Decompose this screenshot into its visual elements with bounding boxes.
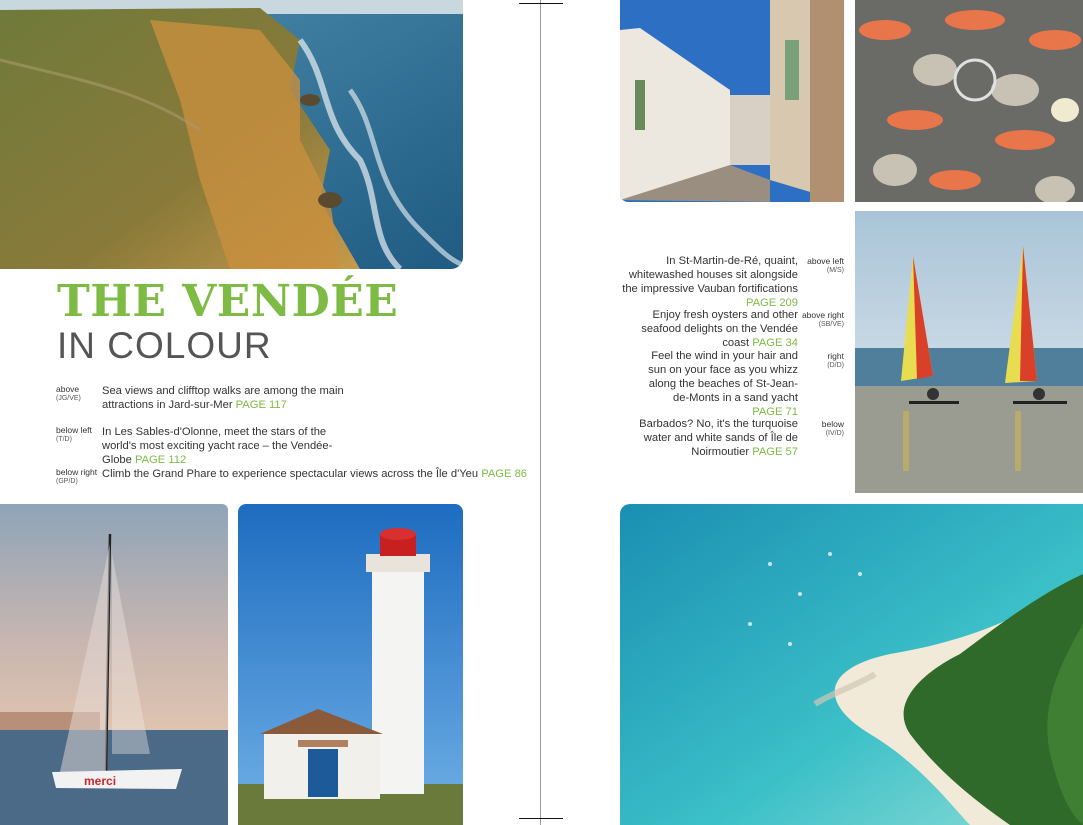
caption-position-right	[798, 351, 844, 371]
caption-position-above-right	[798, 310, 844, 330]
caption-right	[640, 349, 798, 419]
caption-above	[56, 384, 352, 412]
caption-text: Feel the wind in your hair and sun on your face as you whizz along the beaches of St-Jean-de-Monts in a sand yacht	[648, 350, 798, 404]
caption-text: Sea views and clifftop walks are among the main attractions in Jard-sur-Mer	[102, 385, 344, 411]
page-reference: PAGE 209	[745, 297, 798, 309]
caption-text: In Les Sables-d'Olonne, meet the stars of the world's most exciting yacht race – the Vendée-Globe	[102, 426, 333, 466]
page-title: THE VENDÉE	[57, 276, 399, 327]
photo-credit: (SB/VE)	[818, 321, 844, 328]
page-reference: PAGE 117	[235, 399, 287, 411]
photo-aerial-beach	[620, 504, 1083, 825]
photo-yacht	[0, 504, 228, 825]
caption-below	[626, 417, 798, 459]
photo-credit: (T/D)	[56, 436, 72, 443]
crop-mark	[519, 818, 563, 819]
caption-position-label: above left	[807, 256, 844, 266]
caption-text: In St-Martin-de-Ré, quaint, whitewashed houses sit alongside the impressive Vauban fortifications	[622, 255, 798, 295]
caption-below-right	[56, 467, 528, 487]
photo-whitewashed-street	[620, 0, 844, 202]
page-reference: PAGE 71	[752, 406, 798, 418]
caption-position-label: below left	[56, 425, 92, 435]
page-subtitle: IN COLOUR	[57, 325, 272, 366]
photo-credit: (IV/D)	[825, 430, 844, 437]
yacht-hull-text: merci	[84, 774, 117, 788]
caption-text: Climb the Grand Phare to experience spectacular views across the Île d'Yeu	[102, 468, 479, 480]
photo-sand-yachts	[855, 211, 1083, 493]
caption-position-label: above	[56, 384, 80, 394]
caption-text: Barbados? No, it's the turquoise water and white sands of Île de Noirmoutier	[639, 418, 798, 458]
photo-credit: (M/S)	[826, 267, 844, 274]
photo-coastal-cliffs	[0, 0, 463, 269]
caption-position-below	[798, 419, 844, 439]
page-reference: PAGE 57	[752, 446, 798, 458]
caption-above-right	[616, 308, 798, 350]
caption-above-left	[616, 254, 798, 310]
photo-credit: (D/D)	[827, 362, 844, 369]
caption-below-left	[56, 425, 362, 467]
page-reference: PAGE 112	[134, 454, 187, 466]
photo-lighthouse	[238, 504, 463, 825]
caption-position-above-left	[798, 256, 844, 276]
crop-mark	[519, 3, 563, 4]
caption-position-label: above right	[801, 310, 844, 320]
spine-gutter	[540, 0, 541, 825]
photo-credit: (JG/VE)	[56, 395, 81, 402]
caption-position-label: right	[827, 351, 844, 361]
page-reference: PAGE 34	[752, 337, 798, 349]
caption-text: Enjoy fresh oysters and other seafood delights on the Vendée coast	[641, 309, 798, 349]
caption-position-label: below right	[56, 467, 98, 477]
photo-seafood-platter	[855, 0, 1083, 202]
page-reference: PAGE 86	[481, 468, 528, 480]
photo-credit: (GP/D)	[56, 478, 78, 485]
caption-position-label: below	[821, 419, 844, 429]
